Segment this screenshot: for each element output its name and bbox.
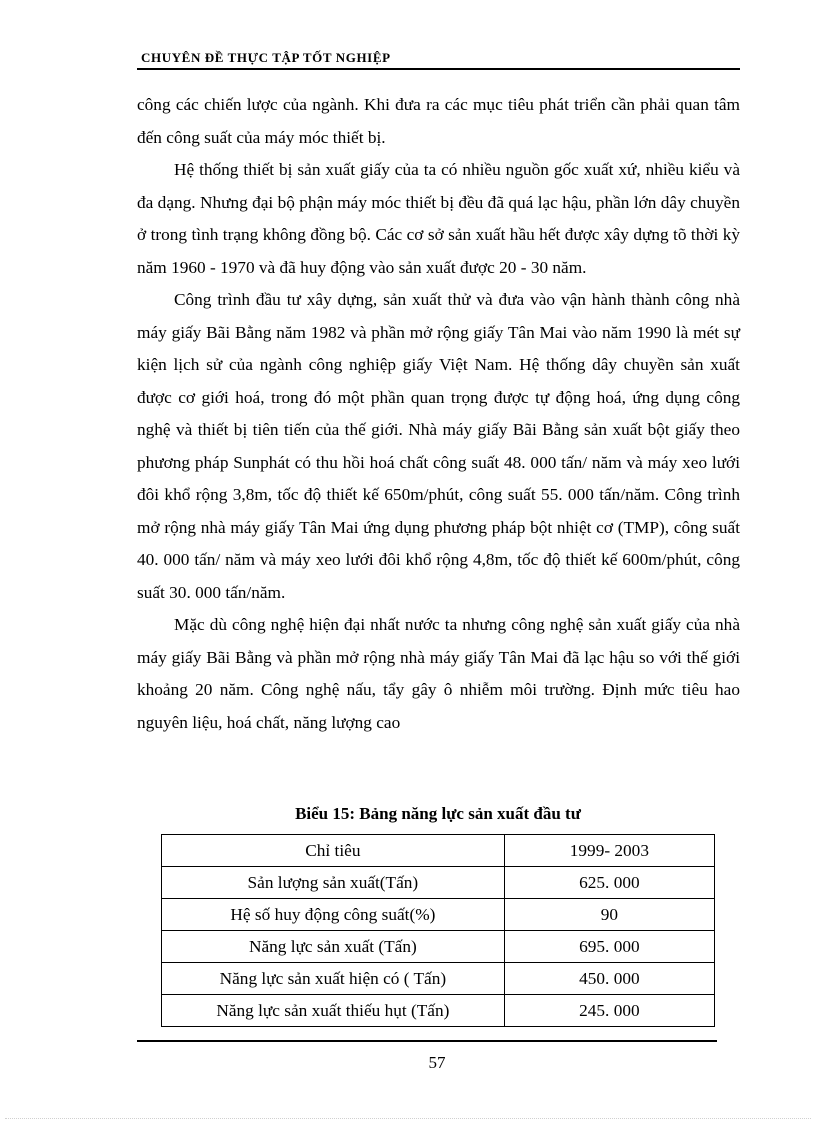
row-value: 625. 000 xyxy=(504,867,714,899)
table-row xyxy=(162,931,715,963)
row-value: 245. 000 xyxy=(504,995,714,1027)
header-title: CHUYÊN ĐỀ THỰC TẬP TỐT NGHIỆP xyxy=(141,50,391,65)
body-text xyxy=(137,89,740,739)
table-row xyxy=(162,899,715,931)
table-title: Biểu 15: Bảng năng lực sản xuất đầu tư xyxy=(295,804,581,823)
column-header-indicator: Chỉ tiêu xyxy=(162,835,505,867)
paragraph: Mặc dù công nghệ hiện đại nhất nước ta nhưng công nghệ sản xuất giấy của nhà máy giấy Bãi Bằng và phần mở rộng nhà máy giấy Tân Mai đã lạc hậu so với thế giới khoảng 20 năm. Công nghệ nấu, tẩy gây ô nhiễm môi trường. Định mức tiêu hao nguyên liệu, hoá chất, năng lượng cao xyxy=(137,615,740,732)
paragraph: Công trình đầu tư xây dựng, sản xuất thử và đưa vào vận hành thành công nhà máy giấy Bãi Bằng năm 1982 và phần mở rộng giấy Tân Mai vào năm 1990 là mét sự kiện lịch sử của ngành công nghiệp giấy Việt Nam. Hệ thống dây chuyền sản xuất được cơ giới hoá, trong đó một phần quan trọng được tự động hoá, ứng dụng công nghệ và thiết bị tiên tiến của thế giới. Nhà máy giấy Bãi Bằng sản xuất bột giấy theo phương pháp Sunphát có thu hồi hoá chất công suất 48. 000 tấn/ năm và máy xeo lưới đôi khổ rộng 3,8m, tốc độ thiết kế 650m/phút, công suất 55. 000 tấn/năm. Công trình mở rộng nhà máy giấy Tân Mai ứng dụng phương pháp bột nhiệt cơ (TMP), công suất 40. 000 tấn/ năm và máy xeo lưới đôi khổ rộng 4,8m, tốc độ thiết kế 600m/phút, công suất 30. 000 tấn/năm. xyxy=(137,290,740,602)
table-row xyxy=(162,867,715,899)
row-label: Năng lực sản xuất (Tấn) xyxy=(162,931,505,963)
page-header xyxy=(137,50,740,70)
row-value: 695. 000 xyxy=(504,931,714,963)
page-number: 57 xyxy=(428,1053,446,1072)
footer-rule xyxy=(137,1040,717,1042)
row-label: Sản lượng sản xuất(Tấn) xyxy=(162,867,505,899)
paragraph: Hệ thống thiết bị sản xuất giấy của ta có nhiều nguồn gốc xuất xứ, nhiều kiểu và đa dạng. Nhưng đại bộ phận máy móc thiết bị đều đã quá lạc hậu, phần lớn dây chuyền ở trong tình trạng không đồng bộ. Các cơ sở sản xuất hầu hết được xây dựng tõ thời kỳ năm 1960 - 1970 và đã huy động vào sản xuất được 20 - 30 năm. xyxy=(137,160,740,277)
table-row xyxy=(162,995,715,1027)
table-row xyxy=(162,963,715,995)
row-label: Năng lực sản xuất thiếu hụt (Tấn) xyxy=(162,995,505,1027)
row-value: 90 xyxy=(504,899,714,931)
paragraph: công các chiến lược của ngành. Khi đưa ra các mục tiêu phát triển cần phải quan tâm đến công suất của máy móc thiết bị. xyxy=(137,95,740,147)
row-value: 450. 000 xyxy=(504,963,714,995)
column-header-period: 1999- 2003 xyxy=(504,835,714,867)
table-header-row xyxy=(162,835,715,867)
row-label: Năng lực sản xuất hiện có ( Tấn) xyxy=(162,963,505,995)
row-label: Hệ số huy động công suất(%) xyxy=(162,899,505,931)
capacity-table xyxy=(161,834,715,1027)
page-bottom-border xyxy=(5,1118,811,1119)
